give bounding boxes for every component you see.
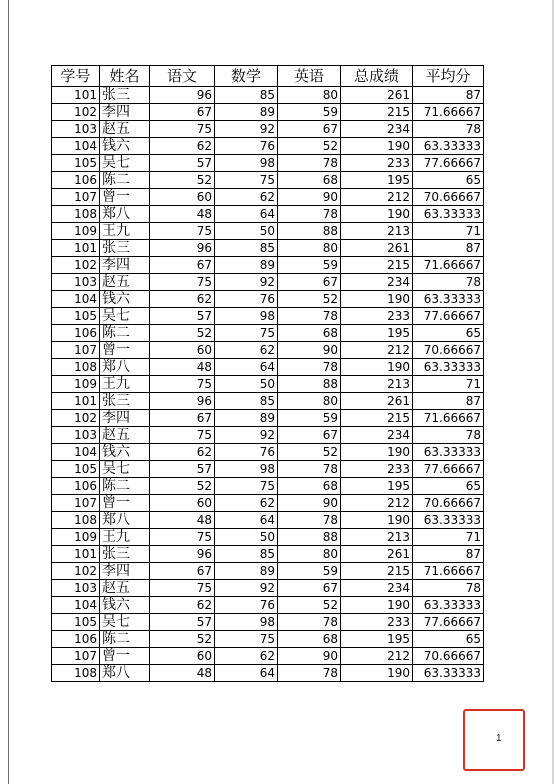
cell-average: 71.66667 bbox=[413, 410, 484, 427]
cell-chinese: 75 bbox=[150, 121, 215, 138]
cell-chinese: 57 bbox=[150, 155, 215, 172]
cell-total-score: 261 bbox=[341, 240, 413, 257]
cell-average: 71 bbox=[413, 223, 484, 240]
cell-name: 李四 bbox=[100, 104, 150, 121]
cell-student-id: 103 bbox=[52, 274, 100, 291]
cell-math: 62 bbox=[215, 342, 278, 359]
cell-average: 65 bbox=[413, 478, 484, 495]
table-row bbox=[52, 631, 484, 648]
table-header-row bbox=[52, 66, 484, 87]
cell-average: 71.66667 bbox=[413, 563, 484, 580]
cell-total-score: 190 bbox=[341, 291, 413, 308]
cell-name: 曾一 bbox=[100, 189, 150, 206]
cell-chinese: 48 bbox=[150, 359, 215, 376]
cell-english: 59 bbox=[278, 563, 341, 580]
cell-name: 曾一 bbox=[100, 342, 150, 359]
cell-average: 71 bbox=[413, 376, 484, 393]
cell-student-id: 105 bbox=[52, 461, 100, 478]
cell-english: 90 bbox=[278, 495, 341, 512]
cell-math: 89 bbox=[215, 563, 278, 580]
cell-english: 80 bbox=[278, 87, 341, 104]
cell-total-score: 215 bbox=[341, 104, 413, 121]
cell-name: 钱六 bbox=[100, 597, 150, 614]
page-left-edge bbox=[8, 0, 9, 784]
cell-name: 赵五 bbox=[100, 274, 150, 291]
cell-total-score: 213 bbox=[341, 376, 413, 393]
cell-name: 陈二 bbox=[100, 478, 150, 495]
table-row bbox=[52, 189, 484, 206]
cell-total-score: 190 bbox=[341, 444, 413, 461]
cell-average: 87 bbox=[413, 393, 484, 410]
cell-total-score: 234 bbox=[341, 121, 413, 138]
page-number-highlight bbox=[463, 709, 525, 771]
header-total-score: 总成绩 bbox=[341, 66, 413, 87]
cell-english: 88 bbox=[278, 529, 341, 546]
table-row bbox=[52, 121, 484, 138]
cell-student-id: 104 bbox=[52, 597, 100, 614]
cell-average: 65 bbox=[413, 172, 484, 189]
table-row bbox=[52, 393, 484, 410]
table-row bbox=[52, 138, 484, 155]
cell-average: 70.66667 bbox=[413, 648, 484, 665]
cell-name: 吴七 bbox=[100, 461, 150, 478]
cell-name: 陈二 bbox=[100, 325, 150, 342]
cell-student-id: 104 bbox=[52, 291, 100, 308]
cell-average: 87 bbox=[413, 546, 484, 563]
cell-name: 王九 bbox=[100, 376, 150, 393]
cell-average: 65 bbox=[413, 325, 484, 342]
cell-chinese: 67 bbox=[150, 563, 215, 580]
cell-name: 赵五 bbox=[100, 580, 150, 597]
cell-english: 67 bbox=[278, 121, 341, 138]
cell-english: 90 bbox=[278, 189, 341, 206]
cell-total-score: 190 bbox=[341, 359, 413, 376]
cell-average: 71 bbox=[413, 529, 484, 546]
cell-chinese: 75 bbox=[150, 376, 215, 393]
cell-student-id: 103 bbox=[52, 580, 100, 597]
cell-average: 78 bbox=[413, 580, 484, 597]
cell-english: 78 bbox=[278, 206, 341, 223]
cell-chinese: 67 bbox=[150, 410, 215, 427]
cell-total-score: 212 bbox=[341, 342, 413, 359]
page-number: 1 bbox=[496, 733, 502, 744]
cell-name: 曾一 bbox=[100, 648, 150, 665]
cell-chinese: 57 bbox=[150, 614, 215, 631]
cell-student-id: 101 bbox=[52, 393, 100, 410]
cell-student-id: 107 bbox=[52, 495, 100, 512]
cell-student-id: 104 bbox=[52, 444, 100, 461]
cell-average: 63.33333 bbox=[413, 291, 484, 308]
cell-english: 78 bbox=[278, 308, 341, 325]
cell-english: 78 bbox=[278, 359, 341, 376]
cell-math: 89 bbox=[215, 104, 278, 121]
cell-math: 62 bbox=[215, 648, 278, 665]
cell-total-score: 213 bbox=[341, 223, 413, 240]
cell-math: 76 bbox=[215, 138, 278, 155]
cell-total-score: 233 bbox=[341, 308, 413, 325]
cell-average: 70.66667 bbox=[413, 342, 484, 359]
cell-english: 67 bbox=[278, 580, 341, 597]
table-row bbox=[52, 529, 484, 546]
cell-math: 85 bbox=[215, 87, 278, 104]
table-row bbox=[52, 563, 484, 580]
cell-name: 李四 bbox=[100, 257, 150, 274]
cell-average: 87 bbox=[413, 87, 484, 104]
cell-student-id: 107 bbox=[52, 189, 100, 206]
cell-average: 77.66667 bbox=[413, 461, 484, 478]
cell-average: 63.33333 bbox=[413, 359, 484, 376]
cell-average: 71.66667 bbox=[413, 104, 484, 121]
cell-name: 钱六 bbox=[100, 138, 150, 155]
table-row bbox=[52, 325, 484, 342]
cell-english: 59 bbox=[278, 104, 341, 121]
cell-chinese: 96 bbox=[150, 393, 215, 410]
cell-name: 郑八 bbox=[100, 206, 150, 223]
cell-total-score: 233 bbox=[341, 155, 413, 172]
cell-math: 92 bbox=[215, 121, 278, 138]
cell-english: 88 bbox=[278, 376, 341, 393]
cell-name: 吴七 bbox=[100, 155, 150, 172]
table-row bbox=[52, 342, 484, 359]
table-row bbox=[52, 223, 484, 240]
cell-english: 80 bbox=[278, 240, 341, 257]
cell-student-id: 102 bbox=[52, 104, 100, 121]
cell-total-score: 190 bbox=[341, 597, 413, 614]
cell-english: 67 bbox=[278, 274, 341, 291]
table-row bbox=[52, 410, 484, 427]
cell-english: 80 bbox=[278, 393, 341, 410]
cell-chinese: 96 bbox=[150, 87, 215, 104]
cell-english: 68 bbox=[278, 478, 341, 495]
cell-chinese: 75 bbox=[150, 529, 215, 546]
table-row bbox=[52, 478, 484, 495]
cell-chinese: 75 bbox=[150, 223, 215, 240]
cell-student-id: 109 bbox=[52, 376, 100, 393]
cell-math: 64 bbox=[215, 206, 278, 223]
cell-student-id: 105 bbox=[52, 614, 100, 631]
cell-math: 98 bbox=[215, 308, 278, 325]
cell-name: 陈二 bbox=[100, 172, 150, 189]
cell-name: 陈二 bbox=[100, 631, 150, 648]
table-row bbox=[52, 580, 484, 597]
cell-name: 李四 bbox=[100, 410, 150, 427]
cell-student-id: 105 bbox=[52, 155, 100, 172]
table-row bbox=[52, 665, 484, 682]
cell-math: 98 bbox=[215, 461, 278, 478]
cell-average: 87 bbox=[413, 240, 484, 257]
table-row bbox=[52, 597, 484, 614]
cell-total-score: 195 bbox=[341, 172, 413, 189]
cell-student-id: 102 bbox=[52, 410, 100, 427]
cell-name: 张三 bbox=[100, 393, 150, 410]
cell-english: 68 bbox=[278, 172, 341, 189]
cell-math: 85 bbox=[215, 393, 278, 410]
cell-average: 63.33333 bbox=[413, 138, 484, 155]
header-chinese: 语文 bbox=[150, 66, 215, 87]
cell-student-id: 102 bbox=[52, 257, 100, 274]
cell-total-score: 213 bbox=[341, 529, 413, 546]
cell-student-id: 104 bbox=[52, 138, 100, 155]
cell-chinese: 57 bbox=[150, 461, 215, 478]
table-row bbox=[52, 546, 484, 563]
cell-math: 89 bbox=[215, 410, 278, 427]
cell-chinese: 67 bbox=[150, 257, 215, 274]
cell-name: 张三 bbox=[100, 546, 150, 563]
cell-math: 75 bbox=[215, 631, 278, 648]
table-row bbox=[52, 614, 484, 631]
cell-average: 70.66667 bbox=[413, 495, 484, 512]
cell-average: 63.33333 bbox=[413, 512, 484, 529]
cell-english: 68 bbox=[278, 631, 341, 648]
cell-english: 52 bbox=[278, 597, 341, 614]
cell-math: 92 bbox=[215, 427, 278, 444]
table-row bbox=[52, 291, 484, 308]
cell-chinese: 62 bbox=[150, 444, 215, 461]
cell-student-id: 108 bbox=[52, 512, 100, 529]
header-average: 平均分 bbox=[413, 66, 484, 87]
cell-total-score: 195 bbox=[341, 325, 413, 342]
cell-average: 63.33333 bbox=[413, 206, 484, 223]
cell-name: 王九 bbox=[100, 529, 150, 546]
table-row bbox=[52, 257, 484, 274]
cell-chinese: 57 bbox=[150, 308, 215, 325]
cell-total-score: 190 bbox=[341, 665, 413, 682]
cell-math: 50 bbox=[215, 376, 278, 393]
cell-chinese: 52 bbox=[150, 172, 215, 189]
cell-student-id: 105 bbox=[52, 308, 100, 325]
header-student-id: 学号 bbox=[52, 66, 100, 87]
header-math: 数学 bbox=[215, 66, 278, 87]
table-row bbox=[52, 172, 484, 189]
cell-math: 89 bbox=[215, 257, 278, 274]
cell-chinese: 48 bbox=[150, 206, 215, 223]
cell-math: 50 bbox=[215, 223, 278, 240]
cell-student-id: 103 bbox=[52, 121, 100, 138]
cell-english: 78 bbox=[278, 665, 341, 682]
table-row bbox=[52, 461, 484, 478]
cell-total-score: 212 bbox=[341, 189, 413, 206]
cell-math: 50 bbox=[215, 529, 278, 546]
cell-average: 77.66667 bbox=[413, 308, 484, 325]
cell-english: 88 bbox=[278, 223, 341, 240]
cell-total-score: 234 bbox=[341, 580, 413, 597]
table-row bbox=[52, 104, 484, 121]
cell-total-score: 190 bbox=[341, 512, 413, 529]
cell-chinese: 75 bbox=[150, 580, 215, 597]
cell-student-id: 102 bbox=[52, 563, 100, 580]
cell-english: 78 bbox=[278, 155, 341, 172]
cell-student-id: 106 bbox=[52, 478, 100, 495]
cell-total-score: 212 bbox=[341, 495, 413, 512]
cell-total-score: 212 bbox=[341, 648, 413, 665]
cell-student-id: 109 bbox=[52, 223, 100, 240]
cell-math: 64 bbox=[215, 665, 278, 682]
cell-total-score: 234 bbox=[341, 274, 413, 291]
cell-math: 62 bbox=[215, 495, 278, 512]
cell-name: 吴七 bbox=[100, 614, 150, 631]
cell-english: 52 bbox=[278, 291, 341, 308]
table-row bbox=[52, 512, 484, 529]
cell-total-score: 233 bbox=[341, 461, 413, 478]
cell-math: 92 bbox=[215, 580, 278, 597]
cell-total-score: 195 bbox=[341, 631, 413, 648]
cell-chinese: 75 bbox=[150, 274, 215, 291]
cell-average: 78 bbox=[413, 274, 484, 291]
cell-name: 吴七 bbox=[100, 308, 150, 325]
cell-average: 78 bbox=[413, 121, 484, 138]
cell-name: 王九 bbox=[100, 223, 150, 240]
cell-english: 68 bbox=[278, 325, 341, 342]
cell-name: 郑八 bbox=[100, 359, 150, 376]
header-name: 姓名 bbox=[100, 66, 150, 87]
cell-student-id: 106 bbox=[52, 631, 100, 648]
cell-total-score: 261 bbox=[341, 393, 413, 410]
cell-english: 90 bbox=[278, 648, 341, 665]
table-row bbox=[52, 648, 484, 665]
cell-english: 78 bbox=[278, 461, 341, 478]
table-row bbox=[52, 274, 484, 291]
cell-name: 郑八 bbox=[100, 665, 150, 682]
cell-total-score: 215 bbox=[341, 257, 413, 274]
cell-name: 赵五 bbox=[100, 121, 150, 138]
cell-english: 78 bbox=[278, 512, 341, 529]
cell-chinese: 96 bbox=[150, 240, 215, 257]
cell-average: 65 bbox=[413, 631, 484, 648]
table-row bbox=[52, 308, 484, 325]
cell-english: 59 bbox=[278, 410, 341, 427]
cell-total-score: 190 bbox=[341, 206, 413, 223]
table-row bbox=[52, 427, 484, 444]
cell-name: 李四 bbox=[100, 563, 150, 580]
table-body bbox=[52, 87, 484, 682]
cell-name: 钱六 bbox=[100, 291, 150, 308]
cell-math: 62 bbox=[215, 189, 278, 206]
table-row bbox=[52, 444, 484, 461]
cell-math: 75 bbox=[215, 478, 278, 495]
cell-math: 64 bbox=[215, 359, 278, 376]
cell-chinese: 48 bbox=[150, 665, 215, 682]
table-row bbox=[52, 495, 484, 512]
cell-math: 76 bbox=[215, 291, 278, 308]
cell-student-id: 109 bbox=[52, 529, 100, 546]
header-english: 英语 bbox=[278, 66, 341, 87]
table-row bbox=[52, 359, 484, 376]
cell-chinese: 48 bbox=[150, 512, 215, 529]
cell-chinese: 60 bbox=[150, 648, 215, 665]
cell-average: 63.33333 bbox=[413, 444, 484, 461]
cell-math: 85 bbox=[215, 546, 278, 563]
cell-name: 钱六 bbox=[100, 444, 150, 461]
cell-chinese: 52 bbox=[150, 325, 215, 342]
cell-chinese: 62 bbox=[150, 291, 215, 308]
cell-student-id: 101 bbox=[52, 240, 100, 257]
cell-name: 张三 bbox=[100, 87, 150, 104]
cell-math: 85 bbox=[215, 240, 278, 257]
cell-english: 52 bbox=[278, 444, 341, 461]
cell-student-id: 107 bbox=[52, 342, 100, 359]
cell-name: 郑八 bbox=[100, 512, 150, 529]
cell-chinese: 52 bbox=[150, 631, 215, 648]
cell-student-id: 106 bbox=[52, 172, 100, 189]
cell-english: 80 bbox=[278, 546, 341, 563]
cell-chinese: 75 bbox=[150, 427, 215, 444]
table-row bbox=[52, 206, 484, 223]
cell-chinese: 62 bbox=[150, 138, 215, 155]
cell-average: 71.66667 bbox=[413, 257, 484, 274]
cell-english: 90 bbox=[278, 342, 341, 359]
cell-math: 76 bbox=[215, 597, 278, 614]
cell-chinese: 60 bbox=[150, 342, 215, 359]
cell-english: 78 bbox=[278, 614, 341, 631]
cell-math: 76 bbox=[215, 444, 278, 461]
cell-math: 64 bbox=[215, 512, 278, 529]
cell-average: 77.66667 bbox=[413, 614, 484, 631]
cell-total-score: 195 bbox=[341, 478, 413, 495]
cell-average: 70.66667 bbox=[413, 189, 484, 206]
cell-total-score: 261 bbox=[341, 87, 413, 104]
cell-name: 赵五 bbox=[100, 427, 150, 444]
cell-student-id: 108 bbox=[52, 206, 100, 223]
grades-table bbox=[51, 65, 484, 682]
cell-name: 张三 bbox=[100, 240, 150, 257]
cell-student-id: 107 bbox=[52, 648, 100, 665]
cell-total-score: 190 bbox=[341, 138, 413, 155]
table-row bbox=[52, 87, 484, 104]
cell-math: 75 bbox=[215, 325, 278, 342]
cell-math: 75 bbox=[215, 172, 278, 189]
cell-student-id: 108 bbox=[52, 665, 100, 682]
cell-chinese: 60 bbox=[150, 189, 215, 206]
cell-math: 98 bbox=[215, 155, 278, 172]
cell-total-score: 234 bbox=[341, 427, 413, 444]
cell-average: 63.33333 bbox=[413, 665, 484, 682]
table-row bbox=[52, 240, 484, 257]
cell-student-id: 101 bbox=[52, 87, 100, 104]
table-row bbox=[52, 376, 484, 393]
cell-student-id: 103 bbox=[52, 427, 100, 444]
cell-average: 78 bbox=[413, 427, 484, 444]
cell-total-score: 261 bbox=[341, 546, 413, 563]
cell-chinese: 67 bbox=[150, 104, 215, 121]
cell-english: 52 bbox=[278, 138, 341, 155]
cell-total-score: 233 bbox=[341, 614, 413, 631]
cell-student-id: 106 bbox=[52, 325, 100, 342]
cell-chinese: 60 bbox=[150, 495, 215, 512]
cell-total-score: 215 bbox=[341, 563, 413, 580]
cell-average: 63.33333 bbox=[413, 597, 484, 614]
cell-chinese: 52 bbox=[150, 478, 215, 495]
cell-english: 67 bbox=[278, 427, 341, 444]
cell-math: 92 bbox=[215, 274, 278, 291]
cell-name: 曾一 bbox=[100, 495, 150, 512]
cell-average: 77.66667 bbox=[413, 155, 484, 172]
cell-student-id: 108 bbox=[52, 359, 100, 376]
cell-chinese: 62 bbox=[150, 597, 215, 614]
cell-total-score: 215 bbox=[341, 410, 413, 427]
table-row bbox=[52, 155, 484, 172]
cell-english: 59 bbox=[278, 257, 341, 274]
cell-chinese: 96 bbox=[150, 546, 215, 563]
cell-math: 98 bbox=[215, 614, 278, 631]
cell-student-id: 101 bbox=[52, 546, 100, 563]
